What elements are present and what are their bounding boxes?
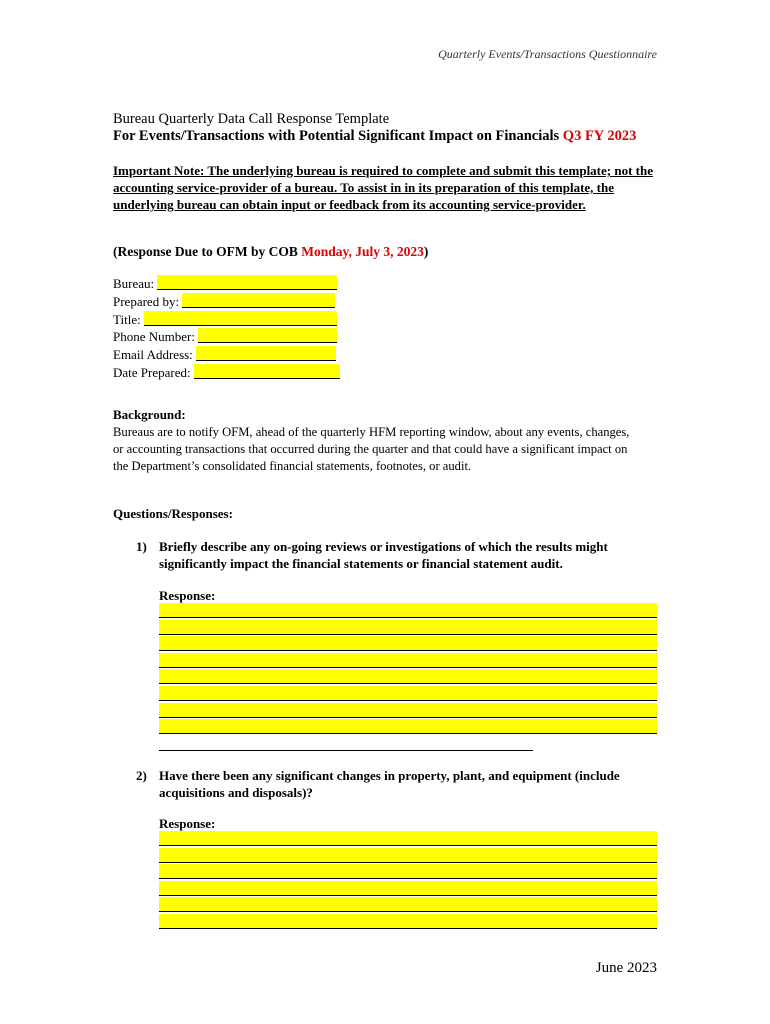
background-text: Bureaus are to notify OFM, ahead of the quarterly HFM reporting window, about any events, changes, or accounting transactions that occurred during the quarter and that could have a significant impact on the Department’s consolidated financial statements, footnotes, or audit. — [113, 425, 630, 473]
response-line[interactable] — [159, 736, 533, 751]
response-line[interactable] — [159, 848, 657, 863]
response-line[interactable] — [159, 831, 657, 846]
field-label: Date Prepared: — [113, 364, 191, 380]
response-line[interactable] — [159, 686, 657, 701]
response-line[interactable] — [159, 636, 657, 651]
response-area-2[interactable] — [159, 831, 657, 931]
field-title — [113, 311, 340, 329]
response-label-1: Response: — [159, 588, 216, 603]
phone-number-input[interactable] — [198, 328, 337, 343]
document-subtitle — [113, 128, 636, 145]
questions-heading: Questions/Responses: — [113, 506, 233, 521]
response-label-2: Response: — [159, 816, 216, 831]
due-suffix: ) — [423, 244, 429, 259]
question-1 — [113, 538, 658, 572]
field-label: Email Address: — [113, 347, 193, 363]
question-text: Have there been any significant changes in property, plant, and equipment (include acquisitions and disposals)? — [159, 768, 620, 800]
question-text: Briefly describe any on-going reviews or investigations of which the results might significantly impact the financial statements or financial statement audit. — [159, 539, 608, 571]
question-number: 2) — [136, 768, 147, 783]
response-line[interactable] — [159, 703, 657, 718]
field-date-prepared — [113, 364, 340, 382]
field-email — [113, 346, 340, 364]
question-number: 1) — [136, 539, 147, 554]
bureau-info-fields — [113, 275, 340, 382]
field-phone — [113, 328, 340, 346]
bureau-input[interactable] — [157, 275, 337, 290]
running-header: Quarterly Events/Transactions Questionnaire — [438, 47, 657, 61]
important-note: Important Note: The underlying bureau is required to complete and submit this template; not the accounting service-provider of a bureau. To assist in in its preparation of this template, the underlying bureau can obtain input or feedback from its accounting service-provider. — [113, 163, 653, 212]
response-line[interactable] — [159, 881, 657, 896]
field-prepared-by — [113, 293, 340, 311]
document-title — [113, 111, 389, 128]
response-line[interactable] — [159, 864, 657, 879]
due-date: Monday, July 3, 2023 — [301, 244, 424, 259]
response-line[interactable] — [159, 603, 657, 618]
response-line[interactable] — [159, 620, 657, 635]
response-area-1[interactable] — [159, 603, 657, 752]
field-bureau — [113, 275, 340, 293]
response-line[interactable] — [159, 897, 657, 912]
field-label: Prepared by: — [113, 293, 180, 309]
field-label: Phone Number: — [113, 329, 195, 345]
field-label: Bureau: — [113, 276, 155, 291]
reporting-period: Q3 FY 2023 — [562, 128, 637, 144]
response-line[interactable] — [159, 914, 657, 929]
due-date-line — [113, 244, 428, 260]
title-line-2: For Events/Transactions with Potential Significant Impact on Financials — [113, 128, 560, 144]
email-address-input[interactable] — [196, 346, 336, 361]
date-prepared-input[interactable] — [194, 364, 340, 379]
question-2 — [113, 767, 658, 801]
title-input[interactable] — [144, 311, 337, 326]
response-line[interactable] — [159, 719, 657, 734]
response-line[interactable] — [159, 653, 657, 668]
footer-date: June 2023 — [595, 960, 657, 976]
response-line[interactable] — [159, 669, 657, 684]
field-label: Title: — [113, 311, 141, 327]
due-prefix: (Response Due to OFM by COB — [113, 244, 298, 259]
background-heading: Background: — [113, 407, 186, 422]
title-line-1: Bureau Quarterly Data Call Response Template — [113, 111, 390, 127]
prepared-by-input[interactable] — [182, 293, 335, 308]
